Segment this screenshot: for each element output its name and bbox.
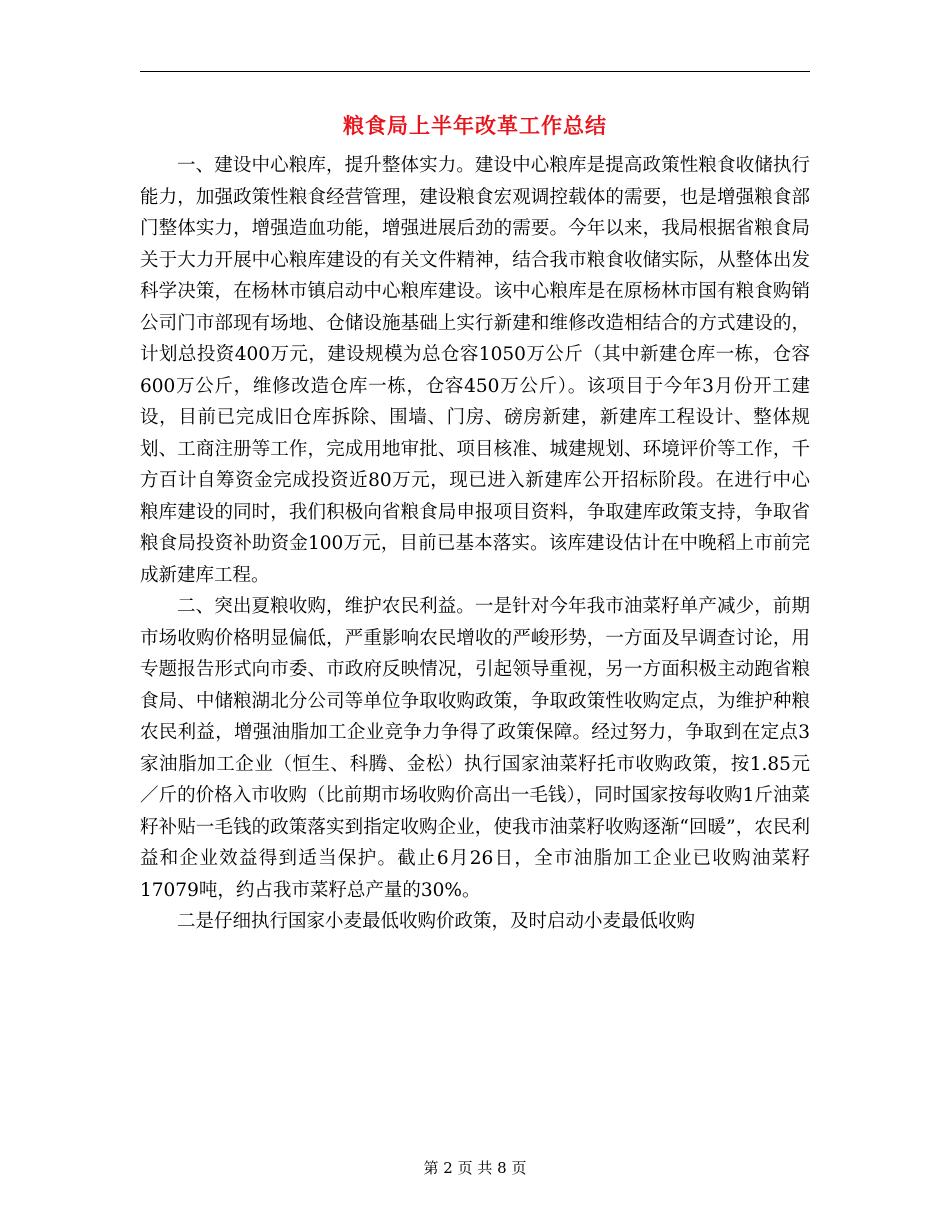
document-body <box>140 150 810 938</box>
page-number: 第 2 页 共 8 页 <box>423 1159 527 1177</box>
paragraph-wheat-minimum-price: 二是仔细执行国家小麦最低收购价政策，及时启动小麦最低收购 <box>177 911 696 932</box>
paragraph-central-granary: 一、建设中心粮库，提升整体实力。建设中心粮库是提高政策性粮食收储执行能力，加强政策性粮食经营管理，建设粮食宏观调控载体的需要，也是增强粮食部门整体实力，增强造血功能，增强进展后劲的需要。今年以来，我局根据省粮食局关于大力开展中心粮库建设的有关文件精神，结合我市粮食收储实际，从整体出发科学决策，在杨林市镇启动中心粮库建设。该中心粮库是在原杨林市国有粮食购销公司门市部现有场地、仓储设施基础上实行新建和维修改造相结合的方式建设的，计划总投资400万元，建设规模为总仓容1050万公斤（其中新建仓库一栋，仓容600万公斤，维修改造仓库一栋，仓容450万公斤）。该项目于今年3月份开工建设，目前已完成旧仓库拆除、围墙、门房、磅房新建，新建库工程设计、整体规划、工商注册等工作，完成用地审批、项目核准、城建规划、环境评价等工作，千方百计自筹资金完成投资近80万元，现已进入新建库公开招标阶段。在进行中心粮库建设的同时，我们积极向省粮食局申报项目资料，争取建库政策支持，争取省粮食局投资补助资金100万元，目前已基本落实。该库建设估计在中晚稻上市前完成新建库工程。 <box>140 155 810 586</box>
document-title: 粮食局上半年改革工作总结 <box>343 113 607 138</box>
header-rule <box>140 71 810 72</box>
paragraph-summer-grain-purchase: 二、突出夏粮收购，维护农民利益。一是针对今年我市油菜籽单产减少，前期市场收购价格明显偏低，严重影响农民增收的严峻形势，一方面及早调查讨论，用专题报告形式向市委、市政府反映情况，引起领导重视，另一方面积极主动跑省粮食局、中储粮湖北分公司等单位争取收购政策，争取政策性收购定点，为维护种粮农民利益，增强油脂加工企业竞争力争得了政策保障。经过努力，争取到在定点3家油脂加工企业（恒生、科腾、金松）执行国家油菜籽托市收购政策，按1.85元／斤的价格入市收购（比前期市场收购价高出一毛钱），同时国家按每收购1斤油菜籽补贴一毛钱的政策落实到指定收购企业，使我市油菜籽收购逐渐“回暖”，农民利益和企业效益得到适当保护。截止6月26日，全市油脂加工企业已收购油菜籽17079吨，约占我市菜籽总产量的30%。 <box>140 596 810 901</box>
